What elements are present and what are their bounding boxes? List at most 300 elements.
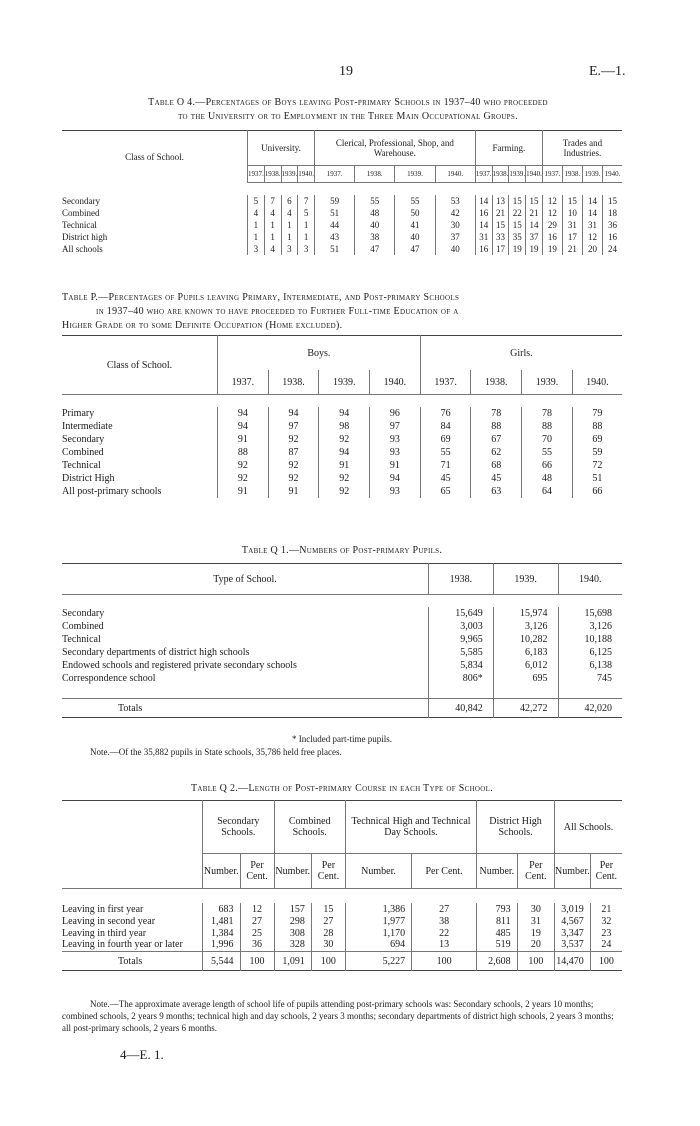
- cell: 1,091: [274, 952, 311, 971]
- table-o4-title: [68, 96, 628, 124]
- cell: 36: [602, 219, 622, 231]
- cell: 1: [264, 231, 281, 243]
- cell: 100: [590, 952, 622, 971]
- table-row: [62, 903, 622, 915]
- cell: 31: [562, 219, 582, 231]
- cell: 6,012: [493, 659, 558, 672]
- p-year-header: 1937.: [218, 370, 269, 395]
- cell: 93: [370, 446, 421, 459]
- row-label: District high: [62, 232, 108, 242]
- cell: 4: [264, 207, 281, 219]
- cell: 4,567: [555, 915, 591, 927]
- cell: 59: [315, 195, 355, 207]
- cell: 14: [475, 219, 492, 231]
- footer-reference: 4—E. 1.: [120, 1047, 164, 1062]
- row-label: Combined: [62, 621, 104, 632]
- table-row: [62, 633, 622, 646]
- cell: 695: [493, 672, 558, 685]
- cell: 811: [477, 915, 518, 927]
- cell: 3,537: [555, 939, 591, 952]
- cell: 14: [582, 195, 602, 207]
- cell: 67: [471, 433, 522, 446]
- cell: 65: [420, 485, 471, 498]
- cell: 157: [274, 903, 311, 915]
- p-year-header: 1938.: [268, 370, 319, 395]
- cell: 94: [370, 472, 421, 485]
- table-row: [62, 231, 622, 243]
- cell: 21: [590, 903, 622, 915]
- cell: 91: [218, 433, 269, 446]
- cell: 19: [517, 927, 554, 939]
- cell: 3,019: [555, 903, 591, 915]
- row-label: Endowed schools and registered private secondary schools: [62, 660, 297, 671]
- table-row: [62, 433, 622, 446]
- p-year-header: 1940.: [572, 370, 622, 395]
- cell: 24: [590, 939, 622, 952]
- cell: 55: [522, 446, 573, 459]
- cell: 92: [319, 485, 370, 498]
- cell: 66: [572, 485, 622, 498]
- q2-group-header: Combined Schools.: [274, 801, 345, 854]
- totals-label: Totals: [118, 702, 143, 714]
- q2-group-header: Secondary Schools.: [203, 801, 275, 854]
- cell: 683: [203, 903, 241, 915]
- cell: 1,170: [345, 927, 411, 939]
- o4-year-header: 1939.: [582, 166, 602, 183]
- cell: 5,544: [203, 952, 241, 971]
- q1-year-header: 1940.: [558, 564, 622, 595]
- row-label: Correspondence school: [62, 673, 156, 684]
- cell: 45: [420, 472, 471, 485]
- page-number: 19: [339, 64, 353, 79]
- cell: 1: [248, 231, 265, 243]
- cell: 72: [572, 459, 622, 472]
- cell: 17: [492, 243, 509, 255]
- cell: 42: [435, 207, 475, 219]
- row-label: Leaving in third year: [62, 927, 147, 939]
- o4-year-header: 1937.: [542, 166, 562, 183]
- cell: 328: [274, 939, 311, 952]
- cell: 41: [395, 219, 435, 231]
- cell: 10: [562, 207, 582, 219]
- cell: 66: [522, 459, 573, 472]
- cell: 92: [268, 459, 319, 472]
- cell: 15: [509, 219, 526, 231]
- cell: 4: [248, 207, 265, 219]
- cell: 29: [542, 219, 562, 231]
- totals-label: Totals: [118, 955, 143, 967]
- q2-percent-header: Per Cent.: [240, 854, 274, 889]
- q2-note: Note.—The approximate average length of school life of pupils attending post-primary schools was: Secondary schools, 2 years 10 months; combined schools, 2 years 9 months; technical high and day schools, 2 years 3 months; secondary departments of district high schools, 2 years 3 months; all post-primary schools, 2 years 6 months.: [62, 999, 614, 1033]
- cell: 16: [475, 243, 492, 255]
- o4-group-header: University.: [248, 131, 315, 166]
- table-o4: [62, 130, 622, 255]
- cell: 1: [281, 231, 298, 243]
- cell: 97: [370, 420, 421, 433]
- table-row: [62, 243, 622, 255]
- o4-year-header: 1938.: [492, 166, 509, 183]
- cell: 14: [582, 207, 602, 219]
- cell: 48: [522, 472, 573, 485]
- table-p-title-line3: Higher Grade or to some Definite Occupation (Home excluded).: [62, 320, 343, 331]
- table-row: [62, 646, 622, 659]
- cell: 6,125: [558, 646, 622, 659]
- cell: 92: [218, 472, 269, 485]
- cell: 40,842: [429, 699, 494, 718]
- cell: 36: [240, 939, 274, 952]
- cell: 55: [420, 446, 471, 459]
- cell: 1: [298, 219, 315, 231]
- table-o4-title-line2: to the University or to Employment in the Three Main Occupational Groups.: [178, 111, 518, 122]
- row-label: All schools: [62, 244, 103, 254]
- q2-percent-header: Per Cent.: [590, 854, 622, 889]
- cell: 51: [315, 243, 355, 255]
- cell: 4: [264, 243, 281, 255]
- cell: 3: [248, 243, 265, 255]
- cell: 15: [602, 195, 622, 207]
- o4-year-header: 1940.: [298, 166, 315, 183]
- table-o4-title-line1: Table O 4.—Percentages of Boys leaving Post-primary Schools in 1937–40 who proceeded: [148, 97, 548, 108]
- q2-group-header: District High Schools.: [477, 801, 555, 854]
- cell: 69: [420, 433, 471, 446]
- cell: 2,608: [477, 952, 518, 971]
- cell: 48: [355, 207, 395, 219]
- q2-number-header: Number.: [477, 854, 518, 889]
- o4-year-header: 1939.: [281, 166, 298, 183]
- p-year-header: 1940.: [370, 370, 421, 395]
- cell: 12: [542, 195, 562, 207]
- cell: 15: [509, 195, 526, 207]
- cell: 37: [526, 231, 543, 243]
- o4-year-header: 1938.: [562, 166, 582, 183]
- table-q2-title: Table Q 2.—Length of Post-primary Course in each Type of School.: [190, 783, 494, 794]
- table-row: [62, 219, 622, 231]
- cell: 15,698: [558, 607, 622, 620]
- cell: 4: [281, 207, 298, 219]
- cell: 94: [218, 420, 269, 433]
- cell: 50: [395, 207, 435, 219]
- cell: 100: [412, 952, 477, 971]
- table-row: [62, 927, 622, 939]
- q2-number-header: Number.: [555, 854, 591, 889]
- table-row: [62, 672, 622, 685]
- cell: 10,282: [493, 633, 558, 646]
- cell: 3,347: [555, 927, 591, 939]
- p-year-header: 1939.: [319, 370, 370, 395]
- q2-group-header: Technical High and Technical Day Schools.: [345, 801, 476, 854]
- p-year-header: 1938.: [471, 370, 522, 395]
- cell: 88: [471, 420, 522, 433]
- cell: 485: [477, 927, 518, 939]
- cell: 15: [492, 219, 509, 231]
- cell: 40: [355, 219, 395, 231]
- cell: 6,138: [558, 659, 622, 672]
- cell: 6,183: [493, 646, 558, 659]
- o4-class-header: Class of School.: [125, 151, 184, 162]
- cell: 68: [471, 459, 522, 472]
- o4-year-header: 1938.: [264, 166, 281, 183]
- p-girls-header: Girls.: [420, 336, 622, 371]
- cell: 69: [572, 433, 622, 446]
- q1-year-header: 1939.: [493, 564, 558, 595]
- table-p-title: [62, 291, 632, 333]
- table-row: [62, 420, 622, 433]
- row-label: Leaving in fourth year or later: [62, 939, 183, 950]
- cell: 64: [522, 485, 573, 498]
- row-label: District High: [62, 473, 115, 484]
- o4-year-header: 1938.: [355, 166, 395, 183]
- cell: 15,974: [493, 607, 558, 620]
- cell: 15: [562, 195, 582, 207]
- row-label: Leaving in second year: [62, 915, 156, 927]
- table-row: [62, 620, 622, 633]
- cell: 88: [218, 446, 269, 459]
- cell: 78: [522, 407, 573, 420]
- cell: 5,585: [429, 646, 494, 659]
- o4-year-header: 1940.: [602, 166, 622, 183]
- cell: 96: [370, 407, 421, 420]
- cell: 1,996: [203, 939, 241, 952]
- cell: 91: [370, 459, 421, 472]
- cell: 1,386: [345, 903, 411, 915]
- cell: 27: [240, 915, 274, 927]
- cell: 35: [509, 231, 526, 243]
- cell: 55: [395, 195, 435, 207]
- cell: 1: [264, 219, 281, 231]
- document-reference: E.—1.: [589, 64, 626, 79]
- cell: 37: [435, 231, 475, 243]
- cell: 92: [268, 433, 319, 446]
- cell: 40: [395, 231, 435, 243]
- cell: 21: [562, 243, 582, 255]
- q1-footnote: * Included part-time pupils.: [292, 734, 392, 744]
- cell: 793: [477, 903, 518, 915]
- cell: 30: [435, 219, 475, 231]
- cell: 1: [248, 219, 265, 231]
- cell: 31: [475, 231, 492, 243]
- cell: 100: [517, 952, 554, 971]
- cell: 16: [602, 231, 622, 243]
- cell: 806*: [429, 672, 494, 685]
- cell: 93: [370, 485, 421, 498]
- q1-type-header: Type of School.: [213, 573, 277, 585]
- p-year-header: 1937.: [420, 370, 471, 395]
- q2-group-header: All Schools.: [555, 801, 622, 854]
- cell: 13: [412, 939, 477, 952]
- cell: 15: [526, 195, 543, 207]
- cell: 51: [315, 207, 355, 219]
- cell: 88: [522, 420, 573, 433]
- cell: 21: [492, 207, 509, 219]
- cell: 23: [590, 927, 622, 939]
- cell: 3: [281, 243, 298, 255]
- cell: 91: [218, 485, 269, 498]
- cell: 98: [319, 420, 370, 433]
- cell: 1,481: [203, 915, 241, 927]
- cell: 27: [311, 915, 345, 927]
- o4-year-header: 1937.: [248, 166, 265, 183]
- cell: 5,227: [345, 952, 411, 971]
- cell: 87: [268, 446, 319, 459]
- cell: 59: [572, 446, 622, 459]
- cell: 43: [315, 231, 355, 243]
- cell: 21: [526, 207, 543, 219]
- cell: 31: [582, 219, 602, 231]
- cell: 10,188: [558, 633, 622, 646]
- table-row: [62, 407, 622, 420]
- o4-group-header: Clerical, Professional, Shop, and Warehouse.: [315, 131, 476, 166]
- cell: 97: [268, 420, 319, 433]
- totals-row: [62, 699, 622, 718]
- cell: 9,965: [429, 633, 494, 646]
- o4-year-header: 1939.: [395, 166, 435, 183]
- table-row: [62, 485, 622, 498]
- cell: 32: [590, 915, 622, 927]
- cell: 22: [509, 207, 526, 219]
- cell: 40: [435, 243, 475, 255]
- cell: 100: [311, 952, 345, 971]
- table-p: [62, 335, 622, 498]
- row-label: Secondary: [62, 434, 105, 445]
- cell: 27: [412, 903, 477, 915]
- q2-number-header: Number.: [345, 854, 411, 889]
- table-row: [62, 459, 622, 472]
- cell: 5: [298, 207, 315, 219]
- cell: 12: [582, 231, 602, 243]
- cell: 12: [240, 903, 274, 915]
- cell: 694: [345, 939, 411, 952]
- q2-percent-header: Per Cent.: [517, 854, 554, 889]
- cell: 42,020: [558, 699, 622, 718]
- cell: 14: [526, 219, 543, 231]
- cell: 19: [526, 243, 543, 255]
- o4-year-header: 1939.: [509, 166, 526, 183]
- cell: 3,126: [558, 620, 622, 633]
- cell: 84: [420, 420, 471, 433]
- cell: 45: [471, 472, 522, 485]
- cell: 12: [542, 207, 562, 219]
- q1-note: Note.—Of the 35,882 pupils in State schools, 35,786 held free places.: [90, 747, 342, 757]
- cell: 5: [248, 195, 265, 207]
- cell: 14,470: [555, 952, 591, 971]
- o4-year-header: 1940.: [435, 166, 475, 183]
- cell: 308: [274, 927, 311, 939]
- row-label: Intermediate: [62, 421, 113, 432]
- table-row: [62, 195, 622, 207]
- cell: 3,003: [429, 620, 494, 633]
- cell: 94: [319, 446, 370, 459]
- table-q2: [62, 800, 622, 972]
- cell: 38: [412, 915, 477, 927]
- cell: 28: [311, 927, 345, 939]
- p-boys-header: Boys.: [218, 336, 421, 371]
- table-row: [62, 915, 622, 927]
- cell: 16: [542, 231, 562, 243]
- table-p-title-line1: Table P.—Percentages of Pupils leaving Primary, Intermediate, and Post-primary Schools: [62, 292, 460, 303]
- cell: 13: [492, 195, 509, 207]
- cell: 15,649: [429, 607, 494, 620]
- totals-row: [62, 952, 622, 971]
- cell: 92: [319, 472, 370, 485]
- cell: 92: [218, 459, 269, 472]
- row-label: Technical: [62, 220, 97, 230]
- row-label: Primary: [62, 408, 95, 419]
- q2-percent-header: Per Cent.: [412, 854, 477, 889]
- table-row: [62, 472, 622, 485]
- cell: 1: [281, 219, 298, 231]
- cell: 30: [311, 939, 345, 952]
- table-row: [62, 207, 622, 219]
- cell: 22: [412, 927, 477, 939]
- cell: 519: [477, 939, 518, 952]
- cell: 24: [602, 243, 622, 255]
- cell: 70: [522, 433, 573, 446]
- cell: 91: [319, 459, 370, 472]
- q1-year-header: 1938.: [429, 564, 494, 595]
- cell: 92: [268, 472, 319, 485]
- o4-group-header: Farming.: [475, 131, 542, 166]
- cell: 38: [355, 231, 395, 243]
- cell: 745: [558, 672, 622, 685]
- o4-year-header: 1937.: [475, 166, 492, 183]
- row-label: Secondary: [62, 196, 100, 206]
- cell: 100: [240, 952, 274, 971]
- cell: 94: [319, 407, 370, 420]
- row-label: Combined: [62, 208, 100, 218]
- cell: 20: [582, 243, 602, 255]
- table-row: [62, 446, 622, 459]
- table-row: [62, 659, 622, 672]
- cell: 3: [298, 243, 315, 255]
- cell: 7: [264, 195, 281, 207]
- row-label: Secondary: [62, 608, 105, 619]
- o4-year-header: 1940.: [526, 166, 543, 183]
- table-row: [62, 939, 622, 952]
- cell: 71: [420, 459, 471, 472]
- cell: 53: [435, 195, 475, 207]
- o4-group-header: Trades and Industries.: [542, 131, 622, 166]
- cell: 14: [475, 195, 492, 207]
- cell: 78: [471, 407, 522, 420]
- cell: 15: [311, 903, 345, 915]
- table-q1-title: Table Q 1.—Numbers of Post-primary Pupils.: [241, 545, 443, 556]
- cell: 92: [319, 433, 370, 446]
- cell: 5,834: [429, 659, 494, 672]
- cell: 16: [475, 207, 492, 219]
- cell: 18: [602, 207, 622, 219]
- table-p-title-line2: in 1937–40 who are known to have proceeded to Further Full-time Education of a: [96, 306, 459, 317]
- q2-number-header: Number.: [274, 854, 311, 889]
- cell: 3,126: [493, 620, 558, 633]
- cell: 62: [471, 446, 522, 459]
- table-q1: [62, 563, 622, 719]
- cell: 1: [298, 231, 315, 243]
- cell: 44: [315, 219, 355, 231]
- row-label: Leaving in first year: [62, 903, 144, 915]
- cell: 33: [492, 231, 509, 243]
- row-label: Secondary departments of district high schools: [62, 647, 250, 658]
- cell: 93: [370, 433, 421, 446]
- p-year-header: 1939.: [522, 370, 573, 395]
- o4-year-header: 1937.: [315, 166, 355, 183]
- cell: 19: [509, 243, 526, 255]
- cell: 1,384: [203, 927, 241, 939]
- cell: 30: [517, 903, 554, 915]
- table-row: [62, 607, 622, 620]
- cell: 42,272: [493, 699, 558, 718]
- cell: 79: [572, 407, 622, 420]
- cell: 17: [562, 231, 582, 243]
